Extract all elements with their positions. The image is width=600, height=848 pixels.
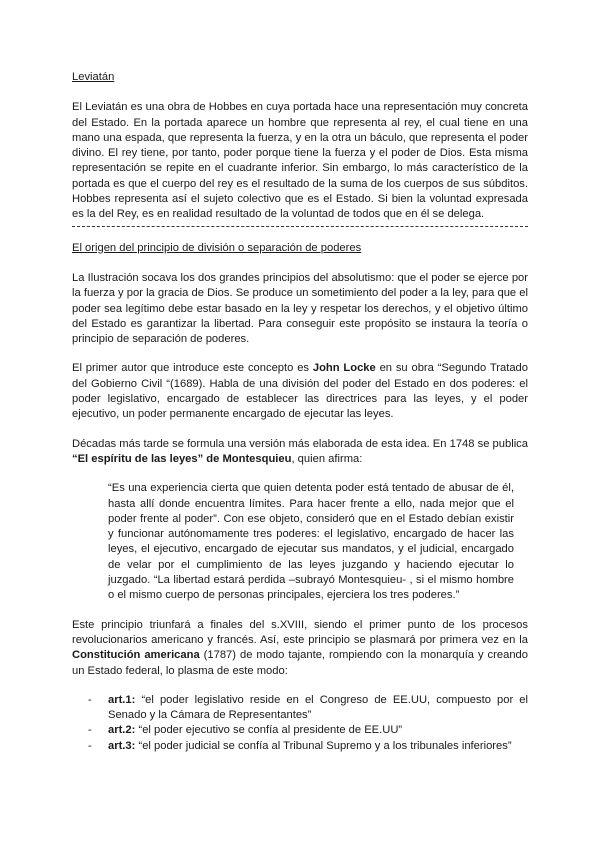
locke-paragraph — [72, 361, 528, 422]
article-label: art.3: — [108, 739, 136, 752]
montesquieu-quote: “Es una experiencia cierta que quien detenta poder está tentado de abusar de él, hasta allí donde encuentra límites. Para hacer frente a ello, nada mejor que el poder frente al poder”. Con ese objeto, consideró que en el Estado debían existir y funcionar autónomamente tres poderes: el legislativo, encargado de hacer las leyes, el ejecutivo, encargado de ejecutar sus mandatos, y el judicial, encargado de velar por el cumplimiento de las leyes juzgando y haciendo ejecutar lo juzgado. “La libertad estará perdida –subrayó Montesquieu- , si el mismo hombre o el mismo cuerpo de personas principales, ejerciera los tres poderes.” — [108, 482, 514, 602]
montesquieu-text-after: , quien afirma: — [291, 452, 363, 465]
list-item — [72, 693, 528, 724]
locke-name: John Locke — [312, 362, 376, 375]
section-divider — [72, 226, 528, 227]
article-text: “el poder ejecutivo se confía al presidente de EE.UU” — [135, 724, 403, 737]
list-dash: - — [88, 739, 92, 752]
constitucion-text-before: Este principio triunfará a finales del s.XVIII, siendo el primer punto de los procesos revolucionarios americano y francés. Así, este principio se plasmará por primera vez en la — [72, 618, 528, 646]
list-item — [72, 723, 528, 738]
section-title-separacion-poderes: El origen del principio de división o separación de poderes — [72, 241, 362, 254]
ilustracion-paragraph: La Ilustración socava los dos grandes principios del absolutismo: que el poder se ejerce por la fuerza y por la gracia de Dios. Se produce un sometimiento del poder a la ley, para que el poder sea legítimo debe estar basado en la ley y respetar los derechos, y el objetivo último del Estado es garantizar la libertad. Para conseguir este propósito se instaura la teoría o principio de separación de poderes. — [72, 271, 528, 346]
article-label: art.1: — [108, 693, 136, 706]
locke-text-before: El primer autor que introduce este concepto es — [72, 362, 313, 375]
article-label: art.2: — [108, 724, 136, 737]
locke-text-after: en su obra “Segundo Tratado del Gobierno Civil “(1689). Habla de una división del poder del Estado en dos poderes: el poder legislativo, encargado de establecer las directrices para las leyes, y el poder ejecutivo, un poder permanente encargado de ejecutar las leyes. — [72, 362, 528, 421]
montesquieu-paragraph — [72, 437, 528, 468]
section-title-leviatan: Leviatán — [72, 71, 115, 83]
article-text: “el poder legislativo reside en el Congreso de EE.UU, compuesto por el Senado y la Cámara de Representantes” — [108, 693, 528, 722]
articles-list — [72, 693, 528, 754]
leviatan-paragraph: El Leviatán es una obra de Hobbes en cuya portada hace una representación muy concreta del Estado. En la portada aparece un hombre que representa al rey, el cual tiene en una mano una espada, que representa la fuerza, y en la otra un báculo, que representa el poder divino. El rey tiene, por tanto, poder porque tiene la fuerza y el poder de Dios. Esta misma representación se repite en el cuadrante inferior. Sin embargo, lo más característico de la portada es que el cuerpo del rey es el resultado de la suma de los cuerpos de sus súbditos. Hobbes representa así el sujeto colectivo que es el Estado. Si bien la voluntad expresada es la del Rey, es en realidad resultado de la voluntad de todos que en él se delega. — [72, 101, 528, 221]
constitucion-paragraph — [72, 618, 528, 679]
constitucion-text-after: (1787) de modo tajante, rompiendo con la monarquía y creando un Estado federal, lo plasma de este modo: — [72, 649, 528, 677]
list-dash: - — [88, 693, 92, 706]
montesquieu-text-before: Décadas más tarde se formula una versión más elaborada de esta idea. En 1748 se publica — [72, 437, 528, 450]
constitucion-name: Constitución americana — [72, 649, 200, 662]
list-item — [72, 739, 528, 754]
montesquieu-work-title: “El espíritu de las leyes” de Montesquieu — [72, 452, 292, 465]
article-text: “el poder judicial se confía al Tribunal Supremo y a los tribunales inferiores” — [135, 739, 512, 752]
list-dash: - — [88, 724, 92, 737]
